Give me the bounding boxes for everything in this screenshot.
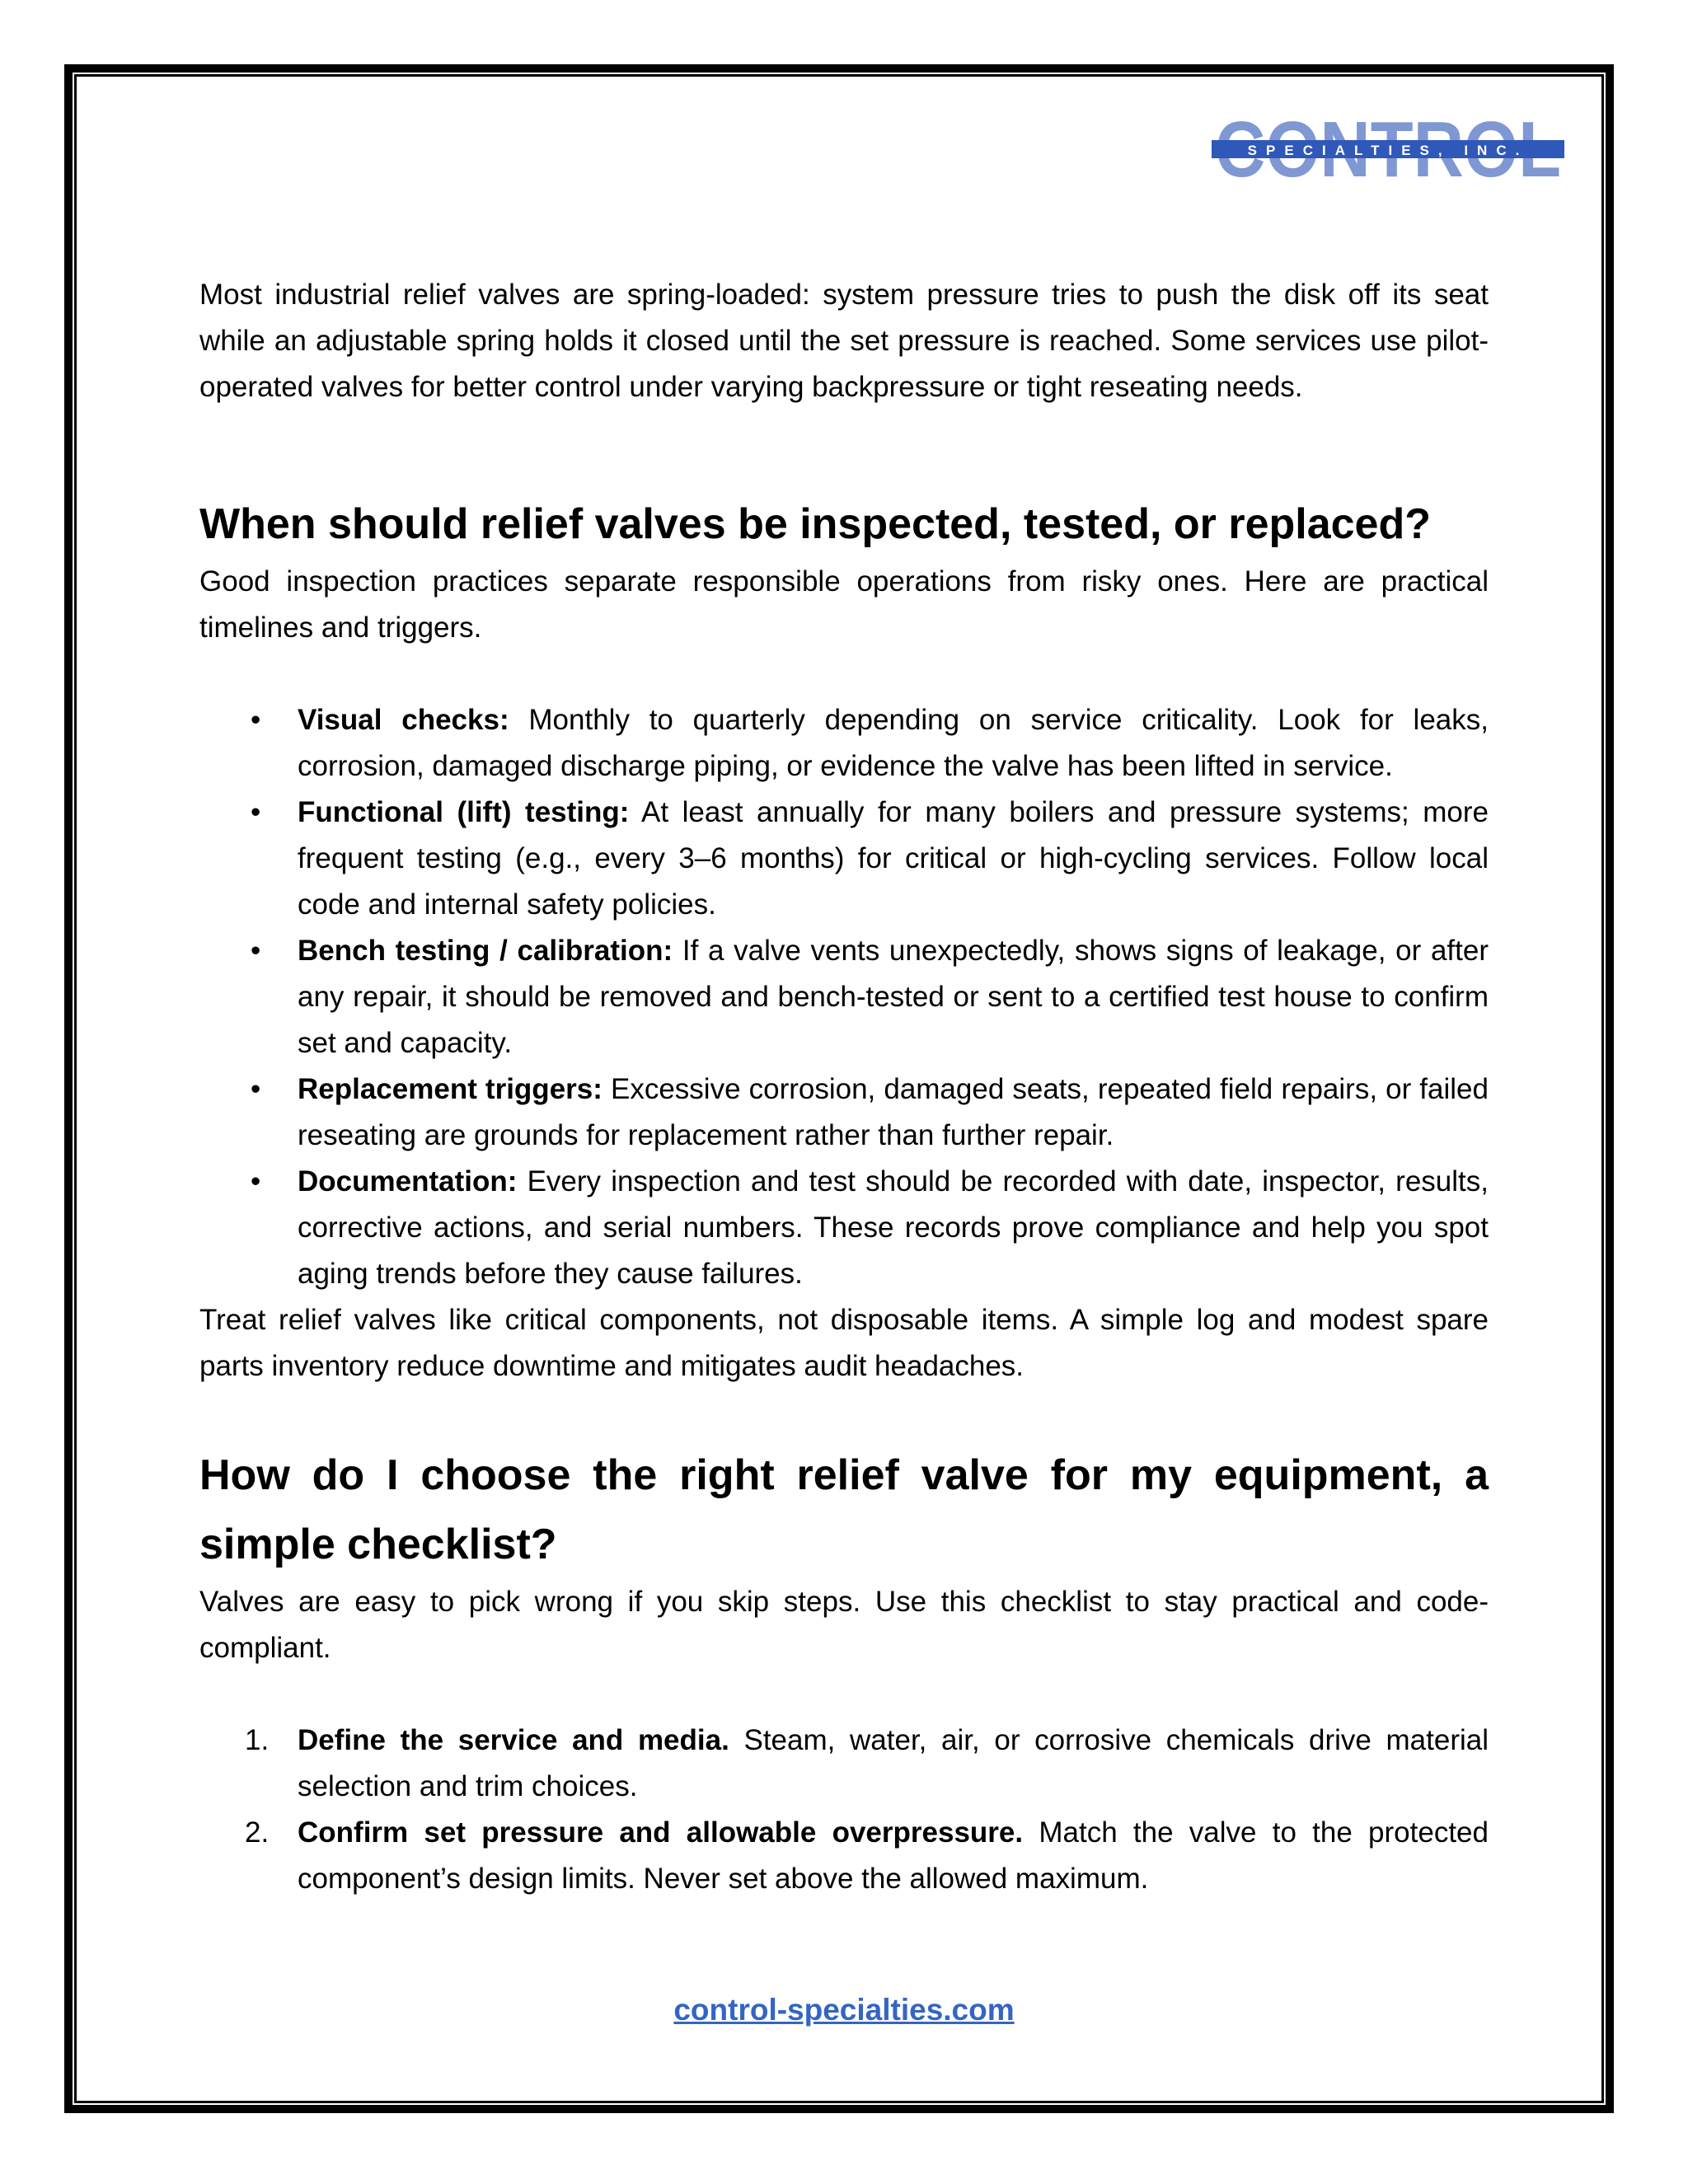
list-item: [199, 790, 1489, 928]
list-item-label: Documentation:: [298, 1165, 518, 1197]
list-item-label: Visual checks:: [298, 704, 509, 736]
bullet-marker: •: [251, 1165, 261, 1197]
inspection-bullet-list: [199, 697, 1489, 1297]
list-item-text: Match the valve to the protected component’s design limits. Never set above the allowed maximum.: [298, 1816, 1489, 1895]
list-item: [199, 1066, 1489, 1159]
section-lead-inspection: Good inspection practices separate responsible operations from risky ones. Here are practical timelines and triggers.: [199, 565, 1489, 644]
list-item-text: Steam, water, air, or corrosive chemicals drive material selection and trim choices.: [298, 1724, 1489, 1802]
document-body: [199, 272, 1489, 1902]
list-item: [199, 1810, 1489, 1902]
list-item: [199, 1159, 1489, 1297]
list-item: [199, 1718, 1489, 1810]
intro-paragraph: Most industrial relief valves are spring-loaded: system pressure tries to push the disk off its seat while an adjustable spring holds it closed until the set pressure is reached. Some services use pilot-operated valves for better control under varying backpressure or tight reseating needs.: [199, 279, 1489, 403]
list-item-text: Excessive corrosion, damaged seats, repeated field repairs, or failed reseating are grounds for replacement rather than further repair.: [298, 1073, 1489, 1151]
section-closing-inspection: Treat relief valves like critical components, not disposable items. A simple log and modest spare parts inventory reduce downtime and mitigates audit headaches.: [199, 1304, 1489, 1382]
company-logo: [1212, 112, 1564, 191]
step-number: 2.: [245, 1816, 270, 1849]
bullet-marker: •: [251, 796, 261, 828]
bullet-marker: •: [251, 935, 261, 967]
list-item-label: Define the service and media.: [298, 1724, 729, 1756]
section-heading-inspection: When should relief valves be inspected, tested, or replaced?: [199, 500, 1431, 548]
section-heading-checklist: How do I choose the right relief valve for my equipment, a simple checklist?: [199, 1451, 1489, 1568]
list-item-label: Confirm set pressure and allowable overpressure.: [298, 1816, 1024, 1849]
logo-tagline: SPECIALTIES, INC.: [1247, 143, 1529, 158]
list-item-text: Every inspection and test should be recorded with date, inspector, results, corrective actions, and serial numbers. These records prove compliance and help you spot aging trends before they cause failures.: [298, 1165, 1489, 1290]
list-item-text: At least annually for many boilers and pressure systems; more frequent testing (e.g., every 3–6 months) for critical or high-cycling services. Follow local code and internal safety policies.: [298, 796, 1489, 921]
list-item-label: Bench testing / calibration:: [298, 935, 673, 967]
section-lead-checklist: Valves are easy to pick wrong if you skip steps. Use this checklist to stay practical and code-compliant.: [199, 1586, 1489, 1664]
list-item: [199, 697, 1489, 790]
bullet-marker: •: [251, 704, 261, 736]
list-item: [199, 928, 1489, 1066]
step-number: 1.: [245, 1724, 270, 1756]
list-item-text: If a valve vents unexpectedly, shows signs of leakage, or after any repair, it should be removed and bench-tested or sent to a certified test house to confirm set and capacity.: [298, 935, 1489, 1059]
list-item-label: Replacement triggers:: [298, 1073, 603, 1105]
list-item-text: Monthly to quarterly depending on service criticality. Look for leaks, corrosion, damaged discharge piping, or evidence the valve has been lifted in service.: [298, 704, 1489, 782]
list-item-label: Functional (lift) testing:: [298, 796, 630, 828]
checklist-numbered-list: [199, 1718, 1489, 1902]
bullet-marker: •: [251, 1073, 261, 1105]
footer-website-link[interactable]: control-specialties.com: [673, 1993, 1015, 2027]
